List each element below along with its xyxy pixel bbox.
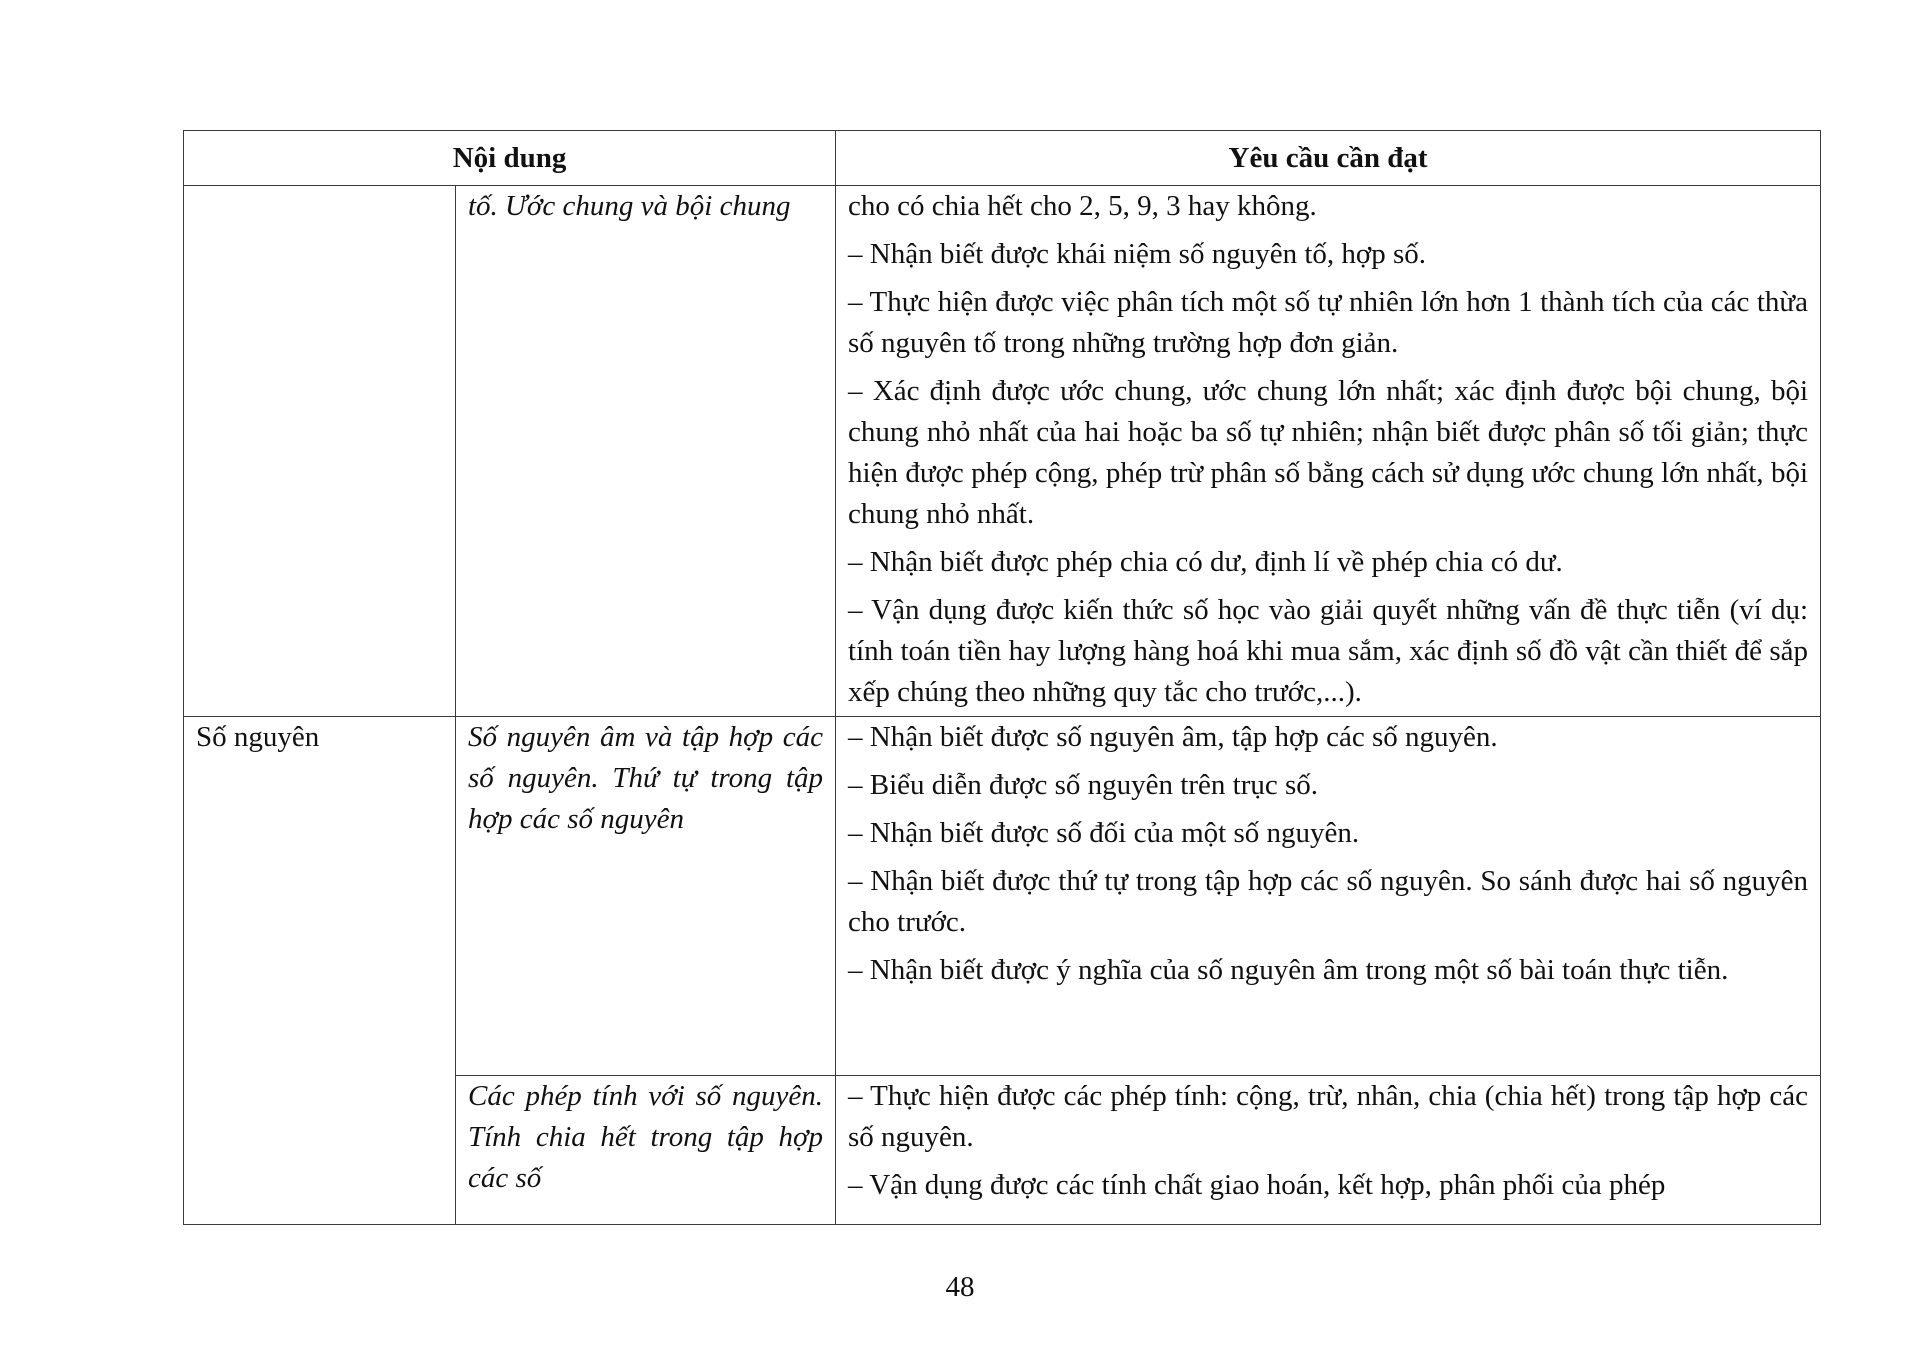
requirement-item: – Xác định được ước chung, ước chung lớn nhất; xác định được bội chung, bội chung nhỏ nhất của hai hoặc ba số tự nhiên; nhận biết được phân số tối giản; thực hiện được phép cộng, phép trừ phân số bằng cách sử dụng ước chung lớn nhất, bội chung nhỏ nhất. [848,375,1809,530]
subtopic-text: Các phép tính với số nguyên. Tính chia hết trong tập hợp các số [468,1080,824,1194]
requirement-item: – Nhận biết được phép chia có dư, định lí về phép chia có dư. [848,546,1563,578]
requirement-item: – Biểu diễn được số nguyên trên trục số. [848,769,1319,801]
requirement-item: – Nhận biết được khái niệm số nguyên tố, hợp số. [848,238,1426,270]
requirements-cell [836,186,1821,717]
subtopic-cell [456,717,836,1076]
requirements-cell [836,1076,1821,1225]
table-header-row [184,131,1821,186]
page-number: 48 [945,1271,975,1303]
requirement-item: – Nhận biết được ý nghĩa của số nguyên âm trong một số bài toán thực tiễn. [848,954,1729,986]
requirement-item: cho có chia hết cho 2, 5, 9, 3 hay không. [848,190,1317,222]
requirement-item: – Vận dụng được các tính chất giao hoán, kết hợp, phân phối của phép [848,1169,1666,1201]
header-requirements: Yêu cầu cần đạt [836,131,1821,186]
subtopic-cell [456,186,836,717]
requirements-cell [836,717,1821,1076]
requirement-item: – Nhận biết được số đối của một số nguyên. [848,817,1360,849]
topic-cell: Số nguyên [184,717,456,1225]
requirement-item: – Thực hiện được việc phân tích một số tự nhiên lớn hơn 1 thành tích của các thừa số nguyên tố trong những trường hợp đơn giản. [848,286,1809,359]
curriculum-table [183,130,1821,1225]
subtopic-text: Số nguyên âm và tập hợp các số nguyên. Thứ tự trong tập hợp các số nguyên [468,721,824,835]
subtopic-text: tố. Ước chung và bội chung [468,190,791,222]
topic-cell [184,186,456,717]
requirement-item: – Vận dụng được kiến thức số học vào giải quyết những vấn đề thực tiễn (ví dụ: tính toán tiền hay lượng hàng hoá khi mua sắm, xác định số đồ vật cần thiết để sắp xếp chúng theo những quy tắc cho trước,...). [848,594,1809,708]
table-row [184,717,1821,1076]
header-content: Nội dung [184,131,836,186]
requirement-item: – Nhận biết được số nguyên âm, tập hợp các số nguyên. [848,721,1498,753]
table-row [184,186,1821,717]
subtopic-cell [456,1076,836,1225]
requirement-item: – Thực hiện được các phép tính: cộng, trừ, nhân, chia (chia hết) trong tập hợp các số nguyên. [848,1080,1809,1153]
requirement-item: – Nhận biết được thứ tự trong tập hợp các số nguyên. So sánh được hai số nguyên cho trước. [848,865,1809,938]
